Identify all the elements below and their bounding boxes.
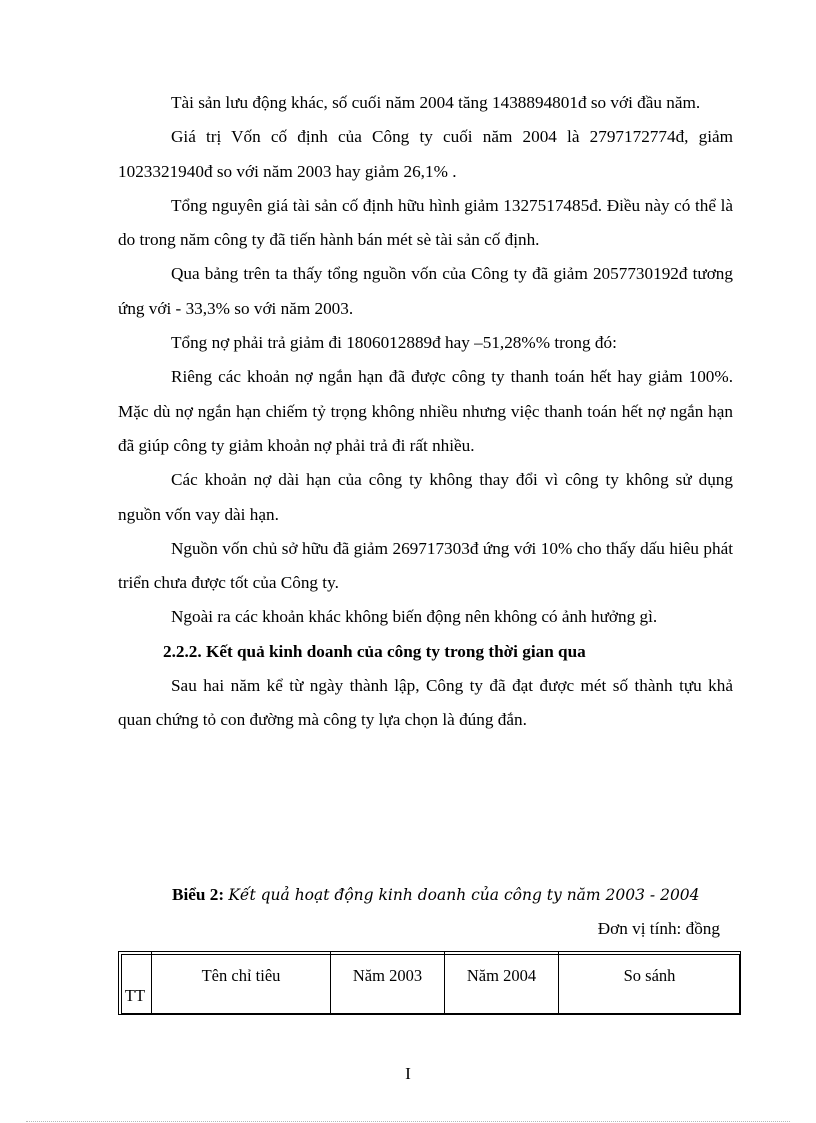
paragraph: Giá trị Vốn cố định của Công ty cuối năm 2004 là 2797172774đ, giảm 1023321940đ so với năm 2003 hay giảm 26,1% .: [118, 127, 733, 181]
table-caption-label: Biểu 2:: [172, 885, 225, 904]
paragraph: Qua bảng trên ta thấy tổng nguồn vốn của Công ty đã giảm 2057730192đ tương ứng với - 33,3% so với năm 2003.: [118, 264, 733, 318]
header-comparison: So sánh: [559, 952, 741, 1015]
section-heading: 2.2.2. Kết quả kinh doanh của công ty trong thời gian qua: [163, 641, 586, 661]
table-caption-title: Kết quả hoạt động kinh doanh của công ty năm 2003 - 2004: [228, 886, 700, 904]
paragraph: Nguồn vốn chủ sở hữu đã giảm 269717303đ ứng với 10% cho thấy dấu hiêu phát triển chưa được tốt của Công ty.: [118, 538, 733, 593]
paragraph: Tài sản lưu động khác, số cuối năm 2004 tăng 1438894801đ so với đầu năm.: [171, 93, 701, 112]
header-tt: TT: [119, 952, 152, 1015]
paragraph: Tổng nợ phải trả giảm đi 1806012889đ hay –51,28%% trong đó:: [171, 333, 617, 353]
document-body: [118, 86, 733, 738]
paragraph: Ngoài ra các khoản khác không biến động nên không có ảnh hưởng gì.: [171, 607, 658, 627]
paragraph: Các khoản nợ dài hạn của công ty không thay đổi vì công ty không sử dụng nguồn vốn vay dài hạn.: [118, 470, 733, 524]
paragraph: Sau hai năm kể từ ngày thành lập, Công ty đã đạt được mét số thành tựu khả quan chứng tỏ con đường mà công ty lựa chọn là đúng đắn.: [118, 676, 733, 730]
table-caption: [172, 880, 700, 910]
unit-note: Đơn vị tính: đồng: [597, 919, 720, 938]
header-year-2003: Năm 2003: [331, 952, 445, 1015]
paragraph: Riêng các khoản nợ ngắn hạn đã được công ty thanh toán hết hay giảm 100%. Mặc dù nợ ngắn hạn chiếm tỷ trọng không nhiều nhưng việc thanh toán hết nợ ngắn hạn đã giúp công ty giảm khoản nợ phải trả đi rất nhiều.: [118, 367, 733, 455]
table-header-row: [119, 952, 741, 1015]
results-table: [118, 951, 741, 1015]
paragraph: Tổng nguyên giá tài sản cố định hữu hình giảm 1327517485đ. Điều này có thể là do trong năm công ty đã tiến hành bán mét sè tài sản cố định.: [118, 195, 733, 250]
header-indicator-name: Tên chỉ tiêu: [152, 952, 331, 1015]
header-year-2004: Năm 2004: [445, 952, 559, 1015]
page-number: I: [405, 1064, 411, 1083]
footer-divider: [26, 1121, 790, 1122]
